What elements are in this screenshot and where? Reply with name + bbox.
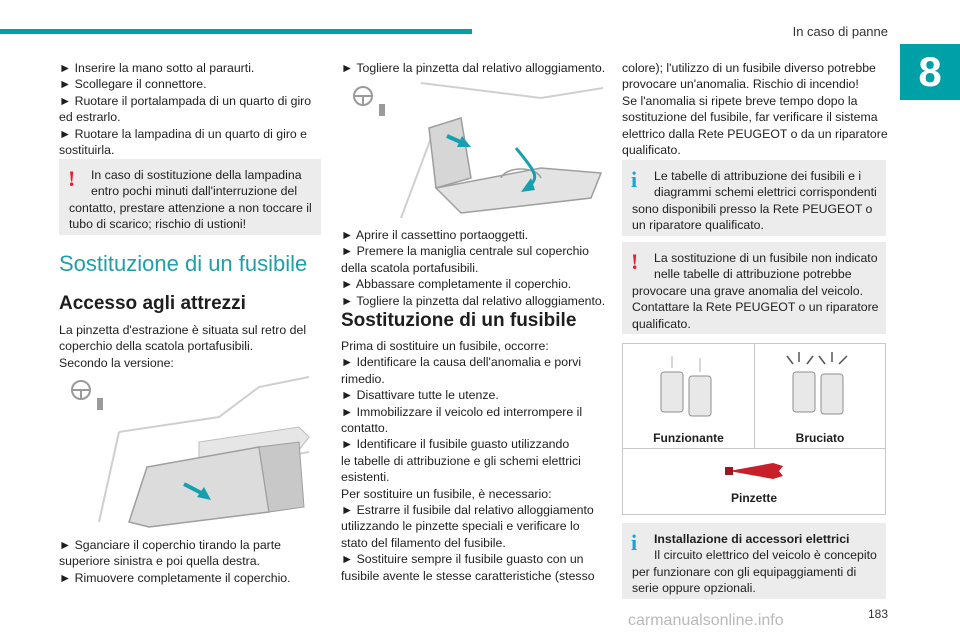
text-line: ► Identificare il fusibile guasto utilizzando bbox=[341, 437, 570, 452]
blown-label: Bruciato bbox=[795, 431, 845, 445]
text-line: contatto. bbox=[341, 421, 389, 436]
steps-middle bbox=[341, 227, 605, 309]
steps-bottom bbox=[59, 537, 291, 586]
step-line: ► Togliere la pinzetta dal relativo alloggiamento. bbox=[341, 61, 606, 75]
step-line: della scatola portafusibili. bbox=[341, 260, 479, 275]
section-title: Sostituzione di un fusibile bbox=[341, 310, 577, 331]
fusebox-cover-illustration bbox=[59, 372, 321, 532]
step-line: superiore sinistra e poi quella destra. bbox=[59, 554, 260, 569]
note-line: In caso di sostituzione della lampadina bbox=[91, 168, 302, 182]
note-line: Contattare la Rete PEUGEOT o un riparatore bbox=[632, 300, 879, 315]
text-line: elettrico dalla Rete PEUGEOT o da un riparatore bbox=[622, 126, 888, 141]
note-line: sono disponibili presso la Rete PEUGEOT o bbox=[632, 201, 873, 216]
note-line: La sostituzione di un fusibile non indicato bbox=[654, 251, 878, 265]
text-line: ► Immobilizzare il veicolo ed interrompere il bbox=[341, 404, 583, 419]
warning-icon: ! bbox=[68, 166, 76, 191]
text-line: sostituzione del fusibile, far verificare il sistema bbox=[622, 110, 878, 125]
text-line: ► Estrarre il fusibile dal relativo alloggiamento bbox=[341, 503, 594, 518]
tweezers-image bbox=[623, 449, 885, 491]
header-title: In caso di panne bbox=[792, 24, 888, 39]
step-line: sostituirla. bbox=[59, 143, 115, 158]
text-line: esistenti. bbox=[341, 470, 390, 485]
note-line: per funzionare con gli equipaggiamenti di bbox=[632, 564, 857, 579]
text-line: ► Disattivare tutte le utenze. bbox=[341, 388, 499, 403]
step-line: ed estrarlo. bbox=[59, 110, 121, 125]
info-note bbox=[622, 160, 886, 236]
note-line: un riparatore qualificato. bbox=[632, 218, 764, 233]
text-line: Se l'anomalia si ripete breve tempo dopo la bbox=[622, 93, 858, 108]
fuse-status-table bbox=[622, 343, 886, 515]
step-line: ► Premere la maniglia centrale sul coperchio bbox=[341, 244, 589, 259]
steps-top bbox=[59, 60, 311, 158]
tweezers-label: Pinzette bbox=[730, 491, 777, 505]
subsection-title: Accesso agli attrezzi bbox=[59, 293, 246, 314]
step-line: ► Abbassare completamente il coperchio. bbox=[341, 277, 572, 292]
step-line: ► Sganciare il coperchio tirando la parte bbox=[59, 538, 282, 552]
warning-note bbox=[622, 242, 886, 334]
text-line: Per sostituire un fusibile, è necessario: bbox=[341, 486, 552, 501]
info-note-accessories bbox=[622, 523, 886, 599]
text-line: le tabelle di attribuzione e gli schemi elettrici bbox=[341, 453, 581, 468]
text-line: rimedio. bbox=[341, 371, 385, 386]
text-line: qualificato. bbox=[622, 143, 681, 158]
step-line: ► Togliere la pinzetta dal relativo alloggiamento. bbox=[341, 293, 606, 308]
warning-note bbox=[59, 159, 321, 235]
note-line: diagrammi schemi elettrici corrispondenti bbox=[654, 185, 877, 200]
note-line: provocare una grave anomalia del veicolo. bbox=[632, 283, 864, 298]
note-line: Il circuito elettrico del veicolo è concepito bbox=[654, 548, 877, 563]
continued-text bbox=[622, 60, 888, 158]
text-line: coperchio della scatola portafusibili. bbox=[59, 339, 254, 354]
note-line: qualificato. bbox=[632, 316, 691, 331]
note-line: contatto, prestare attenzione a non toccare il bbox=[69, 200, 312, 215]
info-icon: i bbox=[631, 530, 638, 555]
note-line: nelle tabelle di attribuzione potrebbe bbox=[654, 267, 852, 282]
text-line: provocare un'anomalia. Rischio di incendio! bbox=[622, 77, 859, 92]
page-number: 183 bbox=[867, 607, 888, 621]
text-line: La pinzetta d'estrazione è situata sul retro del bbox=[59, 323, 307, 337]
working-fuse-cell bbox=[622, 343, 755, 449]
glovebox-illustration bbox=[341, 78, 606, 218]
blown-fuse-image bbox=[755, 344, 885, 430]
access-text bbox=[59, 322, 306, 371]
note-line: Le tabelle di attribuzione dei fusibili e i bbox=[654, 169, 862, 183]
note-line: entro pochi minuti dall'interruzione del bbox=[91, 184, 298, 199]
warning-icon: ! bbox=[631, 249, 639, 274]
tweezers-cell bbox=[622, 448, 886, 515]
info-icon: i bbox=[631, 167, 638, 192]
text-line: colore); l'utilizzo di un fusibile diverso potrebbe bbox=[622, 61, 876, 75]
text-line: ► Identificare la causa dell'anomalia e porvi bbox=[341, 355, 582, 370]
text-line: stato del filamento del fusibile. bbox=[341, 535, 506, 550]
step-line: ► Aprire il cassettino portaoggetti. bbox=[341, 228, 529, 242]
step-line: ► Ruotare il portalampada di un quarto di giro bbox=[59, 93, 312, 108]
procedure-text bbox=[341, 338, 595, 584]
note-line: serie oppure opzionali. bbox=[632, 581, 756, 596]
blown-fuse-cell bbox=[754, 343, 886, 449]
watermark: carmanualsonline.info bbox=[628, 612, 784, 629]
step-line: ► Scollegare il connettore. bbox=[59, 77, 207, 92]
step-line: ► Ruotare la lampadina di un quarto di giro e bbox=[59, 126, 308, 141]
text-line: utilizzando le pinzette speciali e verificare lo bbox=[341, 519, 580, 534]
text-line: Secondo la versione: bbox=[59, 355, 174, 370]
working-label: Funzionante bbox=[653, 431, 724, 445]
note-line: tubo di scarico; rischio di ustioni! bbox=[69, 217, 247, 232]
step-line: ► Rimuovere completamente il coperchio. bbox=[59, 570, 291, 585]
text-line: Prima di sostituire un fusibile, occorre: bbox=[341, 339, 549, 353]
text-line: fusibile avente le stesse caratteristiche (stesso bbox=[341, 568, 595, 583]
step-line: ► Inserire la mano sotto al paraurti. bbox=[59, 61, 255, 75]
chapter-number: 8 bbox=[900, 44, 960, 100]
note-title: Installazione di accessori elettrici bbox=[654, 532, 850, 546]
text-line: ► Sostituire sempre il fusibile guasto con un bbox=[341, 552, 584, 567]
section-title: Sostituzione di un fusibile bbox=[59, 251, 308, 276]
working-fuse-image bbox=[623, 344, 754, 430]
header-accent-bar bbox=[0, 29, 472, 34]
